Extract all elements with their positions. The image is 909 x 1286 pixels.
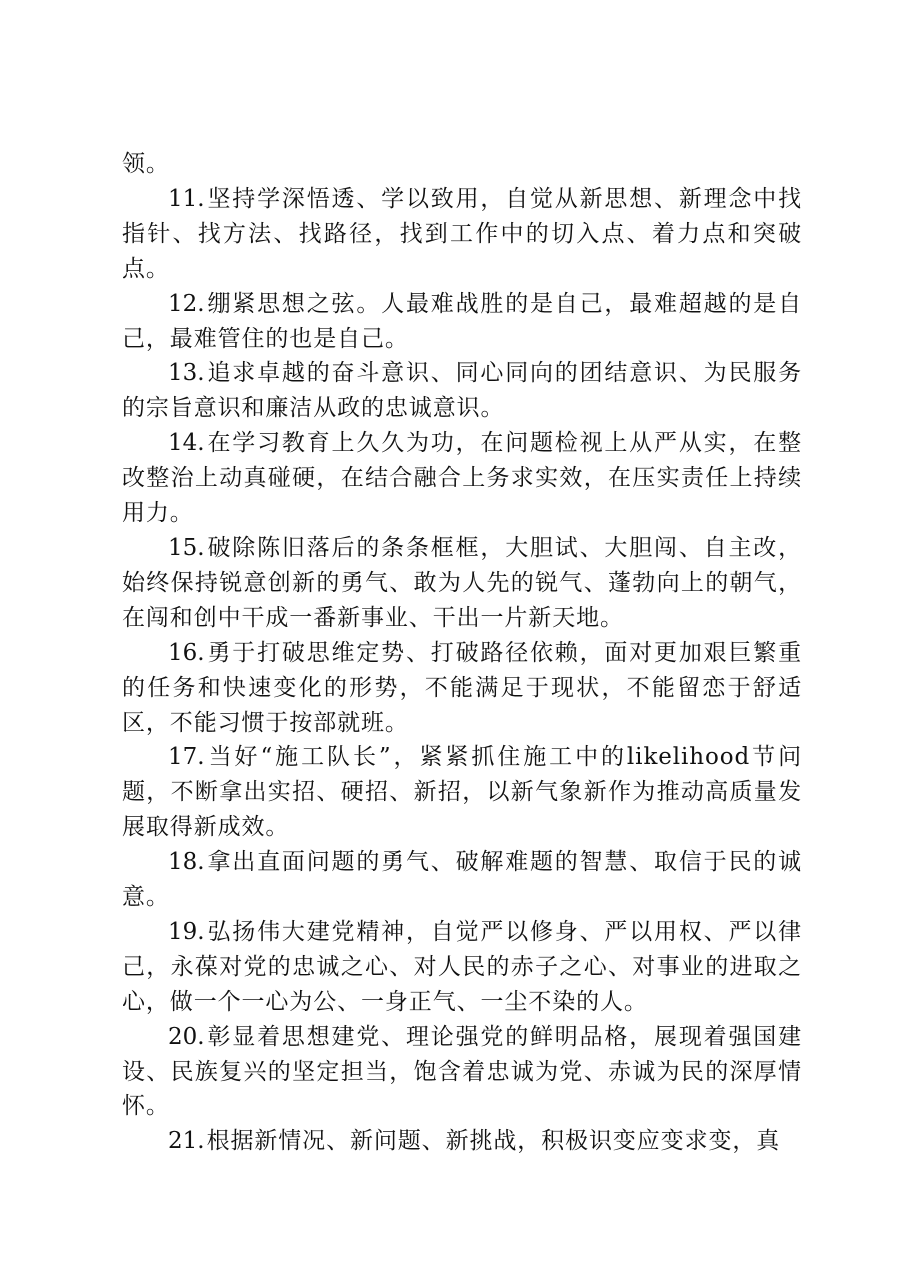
paragraph-number: 12. bbox=[168, 290, 205, 317]
paragraph-text: 根据新情况、新问题、新挑战，积极识变应变求变，真 bbox=[206, 1128, 781, 1155]
paragraph-number: 17. bbox=[168, 744, 205, 771]
paragraph-12 bbox=[122, 287, 802, 357]
paragraph-number: 13. bbox=[168, 360, 205, 387]
paragraph-text: 破除陈旧落后的条条框框，大胆试、大胆闯、自主改，始终保持锐意创新的勇气、敢为人先的锐气、蓬勃向上的朝气，在闯和创中干成一番新事业、干出一片新天地。 bbox=[122, 534, 802, 631]
paragraph-21 bbox=[122, 1124, 802, 1159]
paragraph-number: 14. bbox=[168, 430, 205, 457]
paragraph-text: 拿出直面问题的勇气、破解难题的智慧、取信于民的诚意。 bbox=[122, 849, 802, 911]
paragraph-19 bbox=[122, 915, 802, 1020]
paragraph-17 bbox=[122, 740, 802, 845]
paragraph-14 bbox=[122, 426, 802, 531]
paragraph-number: 19. bbox=[168, 918, 205, 945]
paragraph-16 bbox=[122, 636, 802, 741]
paragraph-18 bbox=[122, 845, 802, 915]
paragraph-number: 15. bbox=[168, 534, 205, 561]
paragraph-text: 坚持学深悟透、学以致用，自觉从新思想、新理念中找指针、找方法、找路径，找到工作中的切入点、着力点和突破点。 bbox=[122, 185, 802, 282]
paragraph-continuation bbox=[122, 147, 802, 182]
paragraph-text: 当好“施工队长”，紧紧抓住施工中的likelihood节问题，不断拿出实招、硬招、新招，以新气象新作为推动高质量发展取得新成效。 bbox=[122, 744, 802, 841]
paragraph-text: 勇于打破思维定势、打破路径依赖，面对更加艰巨繁重的任务和快速变化的形势，不能满足于现状，不能留恋于舒适区，不能习惯于按部就班。 bbox=[122, 639, 802, 736]
paragraph-text: 追求卓越的奋斗意识、同心同向的团结意识、为民服务的宗旨意识和廉洁从政的忠诚意识。 bbox=[122, 360, 802, 422]
paragraph-20 bbox=[122, 1020, 802, 1125]
paragraph-11 bbox=[122, 182, 802, 287]
paragraph-number: 16. bbox=[168, 639, 205, 666]
paragraph-13 bbox=[122, 356, 802, 426]
paragraph-text: 彰显着思想建党、理论强党的鲜明品格，展现着强国建设、民族复兴的坚定担当，饱含着忠诚为党、赤诚为民的深厚情怀。 bbox=[122, 1023, 802, 1120]
paragraph-number: 18. bbox=[168, 849, 205, 876]
paragraph-number: 21. bbox=[168, 1128, 205, 1155]
paragraph-15 bbox=[122, 531, 802, 636]
paragraph-text: 弘扬伟大建党精神，自觉严以修身、严以用权、严以律己，永葆对党的忠诚之心、对人民的赤子之心、对事业的进取之心，做一个一心为公、一身正气、一尘不染的人。 bbox=[122, 918, 802, 1015]
paragraph-text: 在学习教育上久久为功，在问题检视上从严从实，在整改整治上动真碰硬，在结合融合上务求实效，在压实责任上持续用力。 bbox=[122, 430, 802, 527]
paragraph-number: 11. bbox=[168, 185, 205, 212]
document-body bbox=[122, 147, 802, 1159]
paragraph-text: 绷紧思想之弦。人最难战胜的是自己，最难超越的是自己，最难管住的也是自己。 bbox=[122, 290, 802, 352]
paragraph-number: 20. bbox=[168, 1023, 205, 1050]
paragraph-text: 领。 bbox=[122, 151, 170, 177]
